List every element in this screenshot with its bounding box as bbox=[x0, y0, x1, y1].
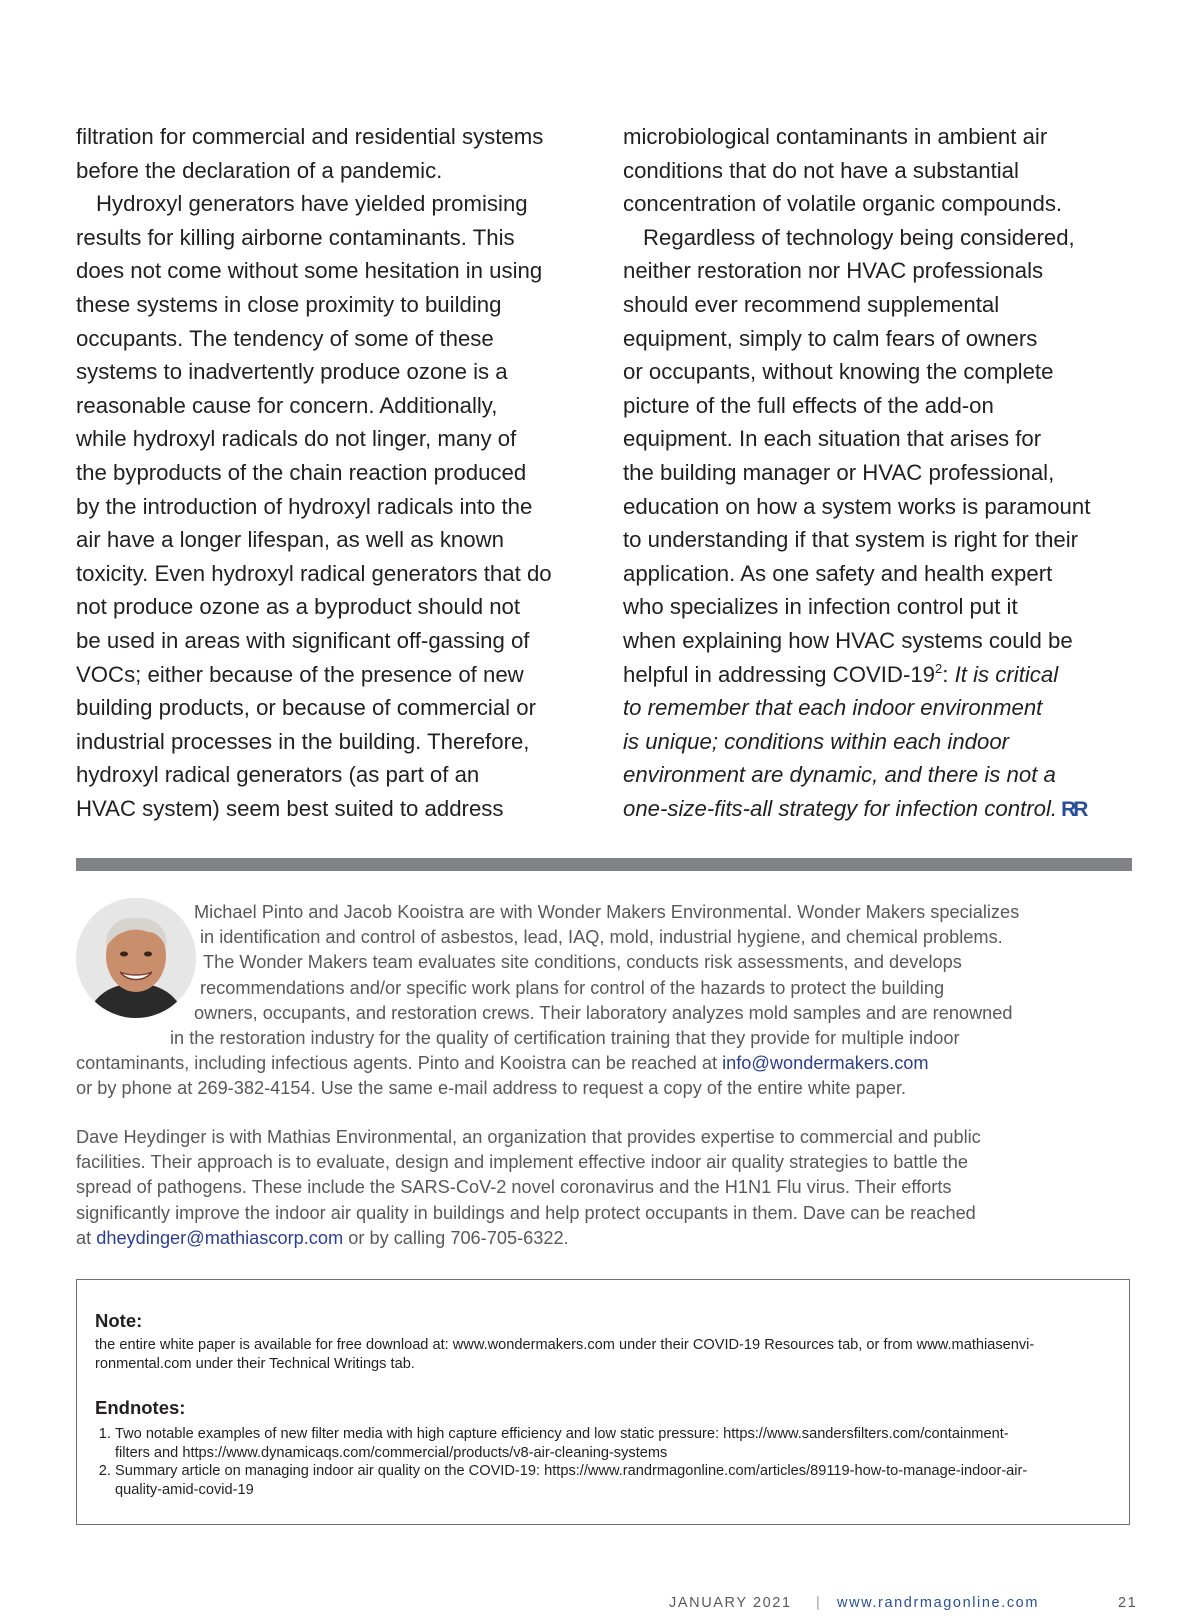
endnotes-list bbox=[95, 1425, 1111, 1499]
left-article-column bbox=[76, 120, 596, 825]
author-bio-heydinger: Dave Heydinger is with Mathias Environmental, an organization that provides expertise to commercial and public facilities. Their approach is to evaluate, design and implement effective indoor air quality strategies to battle the spread of pathogens. These include the SARS-CoV-2 novel coronavirus and the H1N1 Flu virus. Their efforts significantly improve the indoor air quality in buildings and help protect occupants in them. Dave can be reached at dheydinger@mathiascorp.com or by calling 706-705-6322. bbox=[76, 1125, 1132, 1251]
author-bio-pinto-kooistra: Michael Pinto and Jacob Kooistra are with Wonder Makers Environmental. Wonder Makers specializes in identification and control of asbestos, lead, IAQ, mold, industrial hygiene, and chemical problems. The Wonder Makers team evaluates site conditions, conducts risk assessments, and develops recommendations and/or specific work plans for control of the hazards to protect the building owners, occupants, and restoration crews. Their laboratory analyzes mold samples and are renowned in the restoration industry for the quality of certification training that they provide for multiple indoor contaminants, including infectious agents. Pinto and Kooistra can be reached at info@wondermakers.com or by phone at 269-382-4154. Use the same e-mail address to request a copy of the entire white paper. bbox=[76, 900, 1132, 1102]
left-paragraph-1: filtration for commercial and residential systems before the declaration of a pandemic. bbox=[76, 124, 544, 183]
footnote-ref-2[interactable]: 2 bbox=[935, 660, 943, 676]
page-number: 21 bbox=[1118, 1595, 1138, 1611]
mathias-email-link[interactable]: dheydinger@mathiascorp.com bbox=[96, 1227, 344, 1248]
right-paragraph-1: microbiological contaminants in ambient air conditions that do not have a substantial concentration of volatile organic compounds. bbox=[623, 124, 1063, 217]
endnote-item-1: 1. Two notable examples of new filter media with high capture efficiency and low static pressure: https://www.sandersfilters.com/containment- filters and https://www.dynamicaqs.com/commercial/products/v8-air-cleaning-systems bbox=[115, 1425, 1111, 1462]
footer-separator: | bbox=[816, 1595, 822, 1611]
note-text: the entire white paper is available for free download at: www.wondermakers.com under their COVID-19 Resources tab, or from www.mathiasenvi- ronmental.com under their Technical Writings tab. bbox=[95, 1337, 1035, 1372]
quote-italic: It is critical bbox=[954, 661, 1059, 687]
quote-lead-line: helpful in addressing COVID-$19^2$: It is critical bbox=[623, 660, 1059, 687]
page-footer bbox=[0, 1595, 1200, 1619]
note-endnotes-box bbox=[76, 1279, 1130, 1525]
section-divider bbox=[76, 858, 1132, 871]
quote-last-line: one-size-fits-all strategy for infection control. RR bbox=[623, 792, 1143, 827]
left-paragraph-2: Hydroxyl generators have yielded promising results for killing airborne contaminants. This does not come without some hesitation in using these systems in close proximity to building occupants. The tendency of some of these systems to inadvertently produce ozone is a reasonable cause for concern. Additionally, while hydroxyl radicals do not linger, many of the byproducts of the chain reaction produced by the introduction of hydroxyl radicals into the air have a longer lifespan, as well as known toxicity. Even hydroxyl radical generators that do not produce ozone as a byproduct should not be used in areas with significant off-gassing of VOCs; either because of the presence of new building products, or because of commercial or industrial processes in the building. Therefore, hydroxyl radical generators (as part of an HVAC system) seem best suited to address bbox=[76, 191, 552, 821]
endnote-item-2: 2. Summary article on managing indoor air quality on the COVID-19: https://www.randrmagonline.com/articles/89119-how-to-manage-indoor-air- quality-amid-covid-19 bbox=[115, 1462, 1111, 1499]
rr-end-logo-icon: RR bbox=[1061, 797, 1086, 821]
issue-date: JANUARY 2021 bbox=[669, 1595, 792, 1611]
bio1-contact-line: contaminants, including infectious agents. Pinto and Kooistra can be reached at info@wondermakers.com bbox=[76, 1053, 929, 1074]
bio2-contact-line: at dheydinger@mathiascorp.com or by calling 706-705-6322. bbox=[76, 1227, 569, 1248]
wondermakers-email-link[interactable]: info@wondermakers.com bbox=[722, 1053, 929, 1074]
note-heading: Note: bbox=[95, 1310, 143, 1331]
right-paragraph-2: Regardless of technology being considered, neither restoration nor HVAC professionals should ever recommend supplemental equipment, simply to calm fears of owners or occupants, without knowing the complete picture of the full effects of the add-on equipment. In each situation that arises for the building manager or HVAC professional, education on how a system works is paramount to understanding if that system is right for their application. As one safety and health expert who specializes in infection control put it when explaining how HVAC systems could be helpful in addressing COVID-$19^2$: It is critical to remember that each indoor environment is unique; conditions within each indoor environment are dynamic, and there is not a one-size-fits-all strategy for infection control. RR bbox=[623, 221, 1143, 827]
magazine-url-link[interactable]: www.randrmagonline.com bbox=[837, 1595, 1040, 1611]
right-article-column bbox=[623, 120, 1143, 826]
endnotes-heading: Endnotes: bbox=[95, 1397, 186, 1418]
